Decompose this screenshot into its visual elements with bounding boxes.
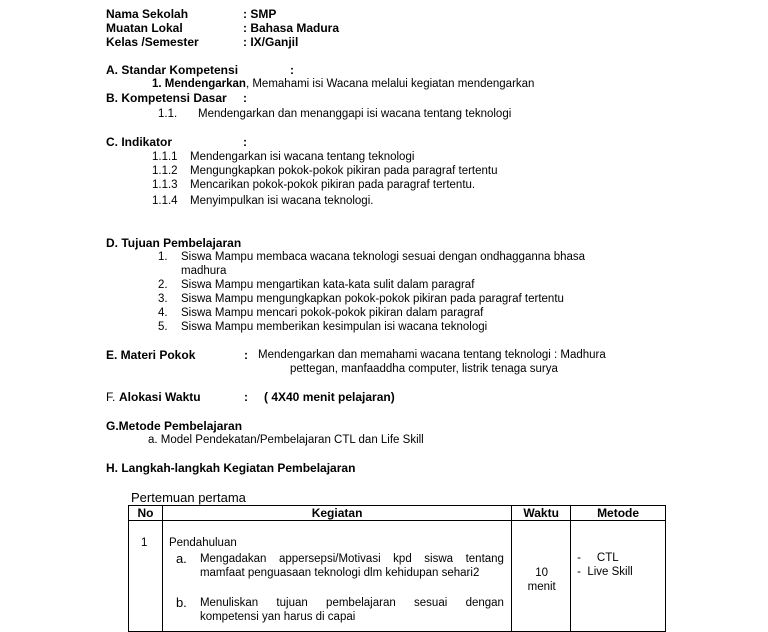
section-c-title: C. Indikator — [106, 135, 173, 149]
header-value-subject: : Bahasa Madura — [243, 21, 340, 35]
goal-text: Siswa Mampu mengungkapkan pokok-pokok pikiran pada paragraf tertentu — [181, 293, 564, 305]
section-b-item-num: 1.1. — [158, 108, 178, 120]
waktu-unit: menit — [527, 581, 556, 593]
step-a-letter: a. — [175, 551, 187, 566]
step-a-text: Mengadakan appersepsi/Motivasi kpd siswa tentang mamfaat penguasaan teknologi dlm kehidupan sehari2 — [199, 553, 504, 579]
indicator-text: Mengungkapkan pokok-pokok pikiran pada paragraf tertentu — [190, 165, 498, 177]
section-d-title: D. Tujuan Pembelajaran — [106, 236, 242, 250]
section-e-line1: Mendengarkan dan memahami wacana tentang teknologi : Madhura — [258, 349, 606, 361]
goal-text: Siswa Mampu mencari pokok-pokok pikiran dalam paragraf — [181, 307, 484, 319]
meeting-label: Pertemuan pertama — [131, 490, 246, 505]
row-waktu-cell — [512, 521, 571, 632]
section-c-colon: : — [243, 135, 247, 149]
indicator-text: Mencarikan pokok-pokok pikiran pada paragraf tertentu. — [190, 179, 476, 191]
section-b-colon: : — [243, 91, 247, 105]
header-kegiatan: Kegiatan — [162, 506, 511, 521]
section-a-title: A. Standar Kompetensi — [106, 63, 239, 77]
section-a-item-bold: 1. Mendengarkan — [152, 78, 246, 90]
section-e-colon: : — [244, 348, 248, 362]
section-g-title: G.Metode Pembelajaran — [106, 419, 243, 433]
indicator-num: 1.1.1 — [152, 151, 178, 163]
section-g-item: a. Model Pendekatan/Pembelajaran CTL dan Life Skill — [148, 434, 424, 446]
goal-text: Siswa Mampu membaca wacana teknologi sesuai dengan ondhagganna bhasa — [181, 251, 586, 263]
section-b-item-text: Mendengarkan dan menanggapi isi wacana tentang teknologi — [198, 108, 512, 120]
goal-num: 4. — [158, 307, 168, 319]
section-a-item — [152, 77, 534, 91]
metode-item-life-skill: - Live Skill — [577, 566, 633, 578]
indicator-num: 1.1.2 — [152, 165, 178, 177]
section-h-title: H. Langkah-langkah Kegiatan Pembelajaran — [106, 461, 356, 475]
goal-num: 2. — [158, 279, 168, 291]
step-b-text: Menuliskan tujuan pembelajaran sesuai dengan kompetensi yan harus di capai — [199, 597, 504, 623]
activity-table — [128, 505, 666, 632]
table-header-row — [129, 506, 666, 521]
goal-num: 3. — [158, 293, 168, 305]
section-f-value: ( 4X40 menit pelajaran) — [264, 390, 395, 404]
goal-num: 1. — [158, 251, 168, 263]
row-no-cell — [129, 521, 163, 632]
goal-text-continued: madhura — [181, 265, 227, 277]
section-f-colon: : — [244, 390, 248, 404]
goal-text: Siswa Mampu mengartikan kata-kata sulit dalam paragraf — [181, 279, 475, 291]
header-label-subject: Muatan Lokal — [106, 21, 183, 35]
row-kegiatan-cell — [162, 521, 511, 632]
header-waktu: Waktu — [512, 506, 571, 521]
section-e-title: E. Materi Pokok — [106, 348, 196, 362]
section-a-item-rest: , Memahami isi Wacana melalui kegiatan mendengarkan — [245, 78, 535, 90]
step-b-letter: b. — [175, 595, 187, 610]
metode-item-ctl: - CTL — [577, 552, 619, 564]
section-f-prefix: F. — [106, 390, 116, 404]
table-row — [129, 521, 666, 632]
header-metode: Metode — [571, 506, 666, 521]
row-metode-cell — [571, 521, 666, 632]
header-label-class: Kelas /Semester — [106, 35, 199, 49]
goal-text: Siswa Mampu memberikan kesimpulan isi wacana teknologi — [181, 321, 488, 333]
indicator-num: 1.1.3 — [152, 179, 178, 191]
header-no: No — [129, 506, 163, 521]
header-value-school: : SMP — [243, 7, 277, 21]
indicator-text: Menyimpulkan isi wacana teknologi. — [190, 195, 374, 207]
section-b-title: B. Kompetensi Dasar — [106, 91, 227, 105]
row-heading: Pendahuluan — [168, 537, 237, 549]
section-a-colon: : — [290, 63, 294, 77]
header-value-class: : IX/Ganjil — [243, 35, 299, 49]
section-e-line2: pettegan, manfaaddha computer, listrik tenaga surya — [290, 363, 558, 375]
row-no: 1 — [141, 537, 148, 549]
section-f-title: Alokasi Waktu — [119, 390, 201, 404]
waktu-number: 10 — [535, 567, 549, 579]
goal-num: 5. — [158, 321, 168, 333]
indicator-text: Mendengarkan isi wacana tentang teknologi — [190, 151, 415, 163]
indicator-num: 1.1.4 — [152, 195, 178, 207]
header-label-school: Nama Sekolah — [106, 7, 189, 21]
